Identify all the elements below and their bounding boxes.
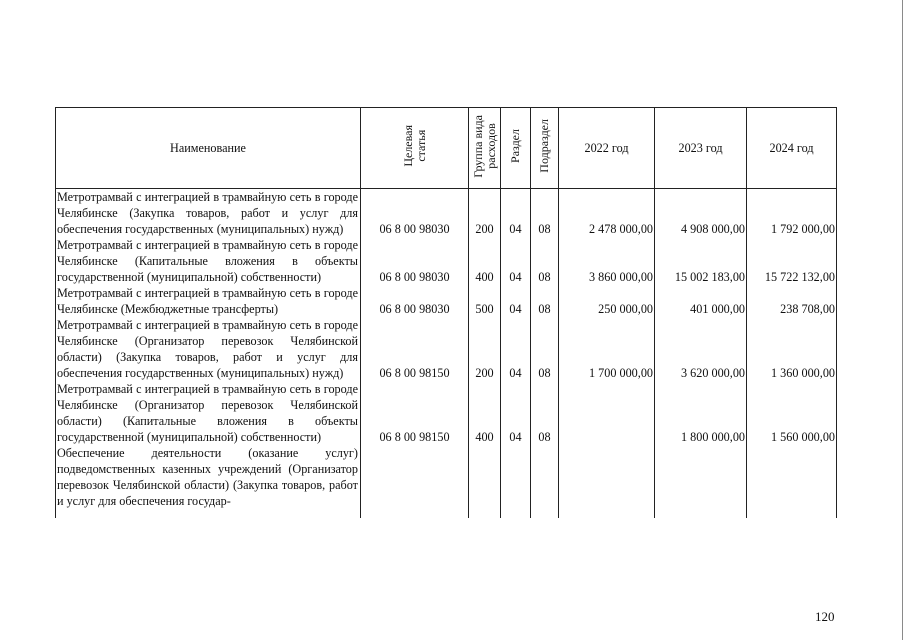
header-expense-group: [469, 108, 501, 189]
row-name: Метротрамвай с интеграцией в трамвайную сеть в городе Челябинске (Организатор перевозок Челябинской области) (Капитальные вложения в объекты государственной (муниципальной) собственности): [56, 381, 361, 445]
table-row: [56, 237, 837, 285]
table-row: [56, 381, 837, 445]
header-subsection-label: Подраздел: [537, 119, 551, 173]
row-group: 200: [469, 189, 501, 238]
table-row: [56, 445, 837, 518]
row-section: 04: [501, 189, 531, 238]
row-subsection: [531, 445, 559, 518]
table-header-row: [56, 108, 837, 189]
row-section: 04: [501, 381, 531, 445]
table-row: [56, 285, 837, 317]
table-row: [56, 317, 837, 381]
page-number: 120: [815, 609, 835, 624]
row-section: 04: [501, 317, 531, 381]
header-name: Наименование: [56, 108, 361, 189]
row-name: Метротрамвай с интеграцией в трамвайную сеть в городе Челябинске (Организатор перевозок Челябинской области) (Закупка товаров, работ и услуг для обеспечения государственных (муниципальных) нужд): [56, 317, 361, 381]
row-2023: 3 620 000,00: [655, 317, 747, 381]
row-group: 500: [469, 285, 501, 317]
row-subsection: 08: [531, 381, 559, 445]
row-target: [361, 445, 469, 518]
header-2022: 2022 год: [559, 108, 655, 189]
row-2022: [559, 445, 655, 518]
row-target: 06 8 00 98150: [361, 381, 469, 445]
header-2023: 2023 год: [655, 108, 747, 189]
header-section: [501, 108, 531, 189]
row-name: Метротрамвай с интеграцией в трамвайную сеть в городе Челябинске (Капитальные вложения в объекты государственной (муниципальной) собственности): [56, 237, 361, 285]
row-2023: 401 000,00: [655, 285, 747, 317]
row-group: 200: [469, 317, 501, 381]
row-section: [501, 445, 531, 518]
row-2024: 1 560 000,00: [747, 381, 837, 445]
row-group: 400: [469, 381, 501, 445]
header-target-label: Целевая статья: [400, 125, 428, 167]
row-target: 06 8 00 98030: [361, 189, 469, 238]
row-2024: 1 360 000,00: [747, 317, 837, 381]
row-2022: 3 860 000,00: [559, 237, 655, 285]
row-subsection: 08: [531, 237, 559, 285]
header-target-article: [361, 108, 469, 189]
row-target: 06 8 00 98150: [361, 317, 469, 381]
header-subsection: [531, 108, 559, 189]
row-target: 06 8 00 98030: [361, 285, 469, 317]
row-group: [469, 445, 501, 518]
row-section: 04: [501, 237, 531, 285]
header-2024: 2024 год: [747, 108, 837, 189]
row-2023: [655, 445, 747, 518]
row-section: 04: [501, 285, 531, 317]
row-2024: 238 708,00: [747, 285, 837, 317]
page-edge-line: [902, 0, 903, 640]
row-2023: 4 908 000,00: [655, 189, 747, 238]
row-2023: 15 002 183,00: [655, 237, 747, 285]
row-2022: 250 000,00: [559, 285, 655, 317]
row-target: 06 8 00 98030: [361, 237, 469, 285]
row-2022: 2 478 000,00: [559, 189, 655, 238]
row-2024: 1 792 000,00: [747, 189, 837, 238]
row-subsection: 08: [531, 285, 559, 317]
row-subsection: 08: [531, 189, 559, 238]
row-2022: 1 700 000,00: [559, 317, 655, 381]
row-2023: 1 800 000,00: [655, 381, 747, 445]
row-subsection: 08: [531, 317, 559, 381]
row-2024: 15 722 132,00: [747, 237, 837, 285]
table-row: [56, 189, 837, 238]
row-2022: [559, 381, 655, 445]
header-section-label: Раздел: [508, 129, 522, 163]
row-group: 400: [469, 237, 501, 285]
row-name: Обеспечение деятельности (оказание услуг) подведомственных казенных учреждений (Организатор перевозок Челябинской области) (Закупка товаров, работ и услуг для обеспечения государ-: [56, 445, 361, 518]
row-name: Метротрамвай с интеграцией в трамвайную сеть в городе Челябинске (Межбюджетные трансферты): [56, 285, 361, 317]
row-name: Метротрамвай с интеграцией в трамвайную сеть в городе Челябинске (Закупка товаров, работ и услуг для обеспечения государственных (муниципальных) нужд): [56, 189, 361, 238]
row-2024: [747, 445, 837, 518]
budget-table: [55, 107, 837, 518]
header-group-label: Группа вида расходов: [470, 114, 498, 178]
